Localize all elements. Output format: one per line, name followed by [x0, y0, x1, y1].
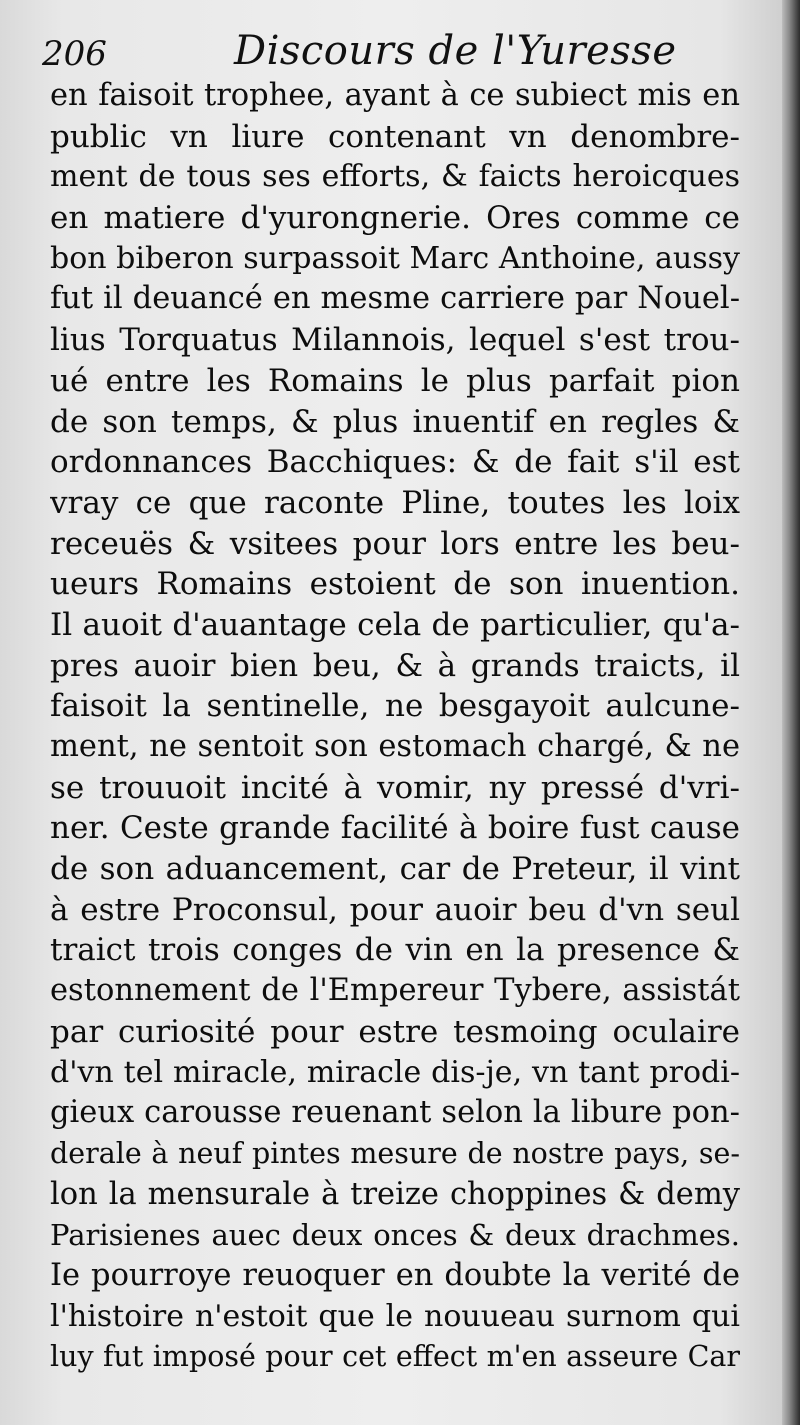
text-line: l'histoire n'estoit que le nouueau surnom qui: [50, 1298, 740, 1334]
text-line: Parisienes auec deux onces & deux drachmes.: [50, 1218, 740, 1253]
text-line: d'vn tel miracle, miracle dis-je, vn tant prodi-: [50, 1054, 740, 1090]
text-line: en matiere d'yurongnerie. Ores comme ce: [50, 200, 740, 237]
text-line: ner. Ceste grande facilité à boire fust cause: [50, 810, 740, 847]
text-line: vray ce que raconte Pline, toutes les loix: [50, 484, 740, 521]
text-line: Ie pourroye reuoquer en doubte la verité de: [50, 1257, 740, 1293]
text-line: ment, ne sentoit son estomach chargé, & ne: [50, 729, 740, 764]
text-line: par curiosité pour estre tesmoing oculaire: [50, 1013, 740, 1050]
text-line: de son aduancement, car de Preteur, il vint: [50, 851, 740, 888]
text-line: estonnement de l'Empereur Tybere, assistát: [50, 973, 740, 1009]
page-number: 206: [42, 34, 107, 74]
text-line: lius Torquatus Milannois, lequel s'est trou-: [50, 322, 740, 359]
text-line: gieux carousse reuenant selon la libure pon-: [50, 1095, 740, 1131]
text-line: Il auoit d'auantage cela de particulier, qu'a-: [50, 606, 740, 643]
text-line: de son temps, & plus inuentif en regles &: [50, 403, 740, 440]
text-line: receuës & vsitees pour lors entre les beu-: [50, 525, 740, 562]
page-edge-shadow: [782, 0, 800, 1425]
text-line: luy fut imposé pour cet effect m'en asseure Car: [50, 1340, 740, 1374]
text-line: se trouuoit incité à vomir, ny pressé d'vri-: [50, 769, 740, 806]
text-line: ueurs Romains estoient de son inuention.: [50, 566, 740, 603]
text-line: derale à neuf pintes mesure de nostre pays, se-: [50, 1136, 740, 1170]
text-line: fut il deuancé en mesme carriere par Nouel-: [50, 281, 740, 317]
page-header: [42, 24, 742, 80]
running-head: Discours de l'Yuresse: [234, 28, 677, 74]
text-line: faisoit la sentinelle, ne besgayoit aulcune-: [50, 688, 740, 725]
text-line: en faisoit trophee, ayant à ce subiect mis en: [50, 78, 740, 113]
text-line: ué entre les Romains le plus parfait pion: [50, 362, 740, 399]
text-line: ordonnances Bacchiques: & de fait s'il est: [50, 444, 740, 481]
text-line: à estre Proconsul, pour auoir beu d'vn seul: [50, 891, 740, 928]
text-line: bon biberon surpassoit Marc Anthoine, aussy: [50, 240, 740, 276]
text-line: lon la mensurale à treize choppines & demy: [50, 1176, 740, 1212]
text-line: public vn liure contenant vn denombre-: [50, 118, 740, 155]
text-line: ment de tous ses efforts, & faicts heroicques: [50, 159, 740, 195]
body-text: [50, 76, 740, 1378]
text-line: traict trois conges de vin en la presence &: [50, 932, 740, 969]
text-line: pres auoir bien beu, & à grands traicts, il: [50, 647, 740, 684]
